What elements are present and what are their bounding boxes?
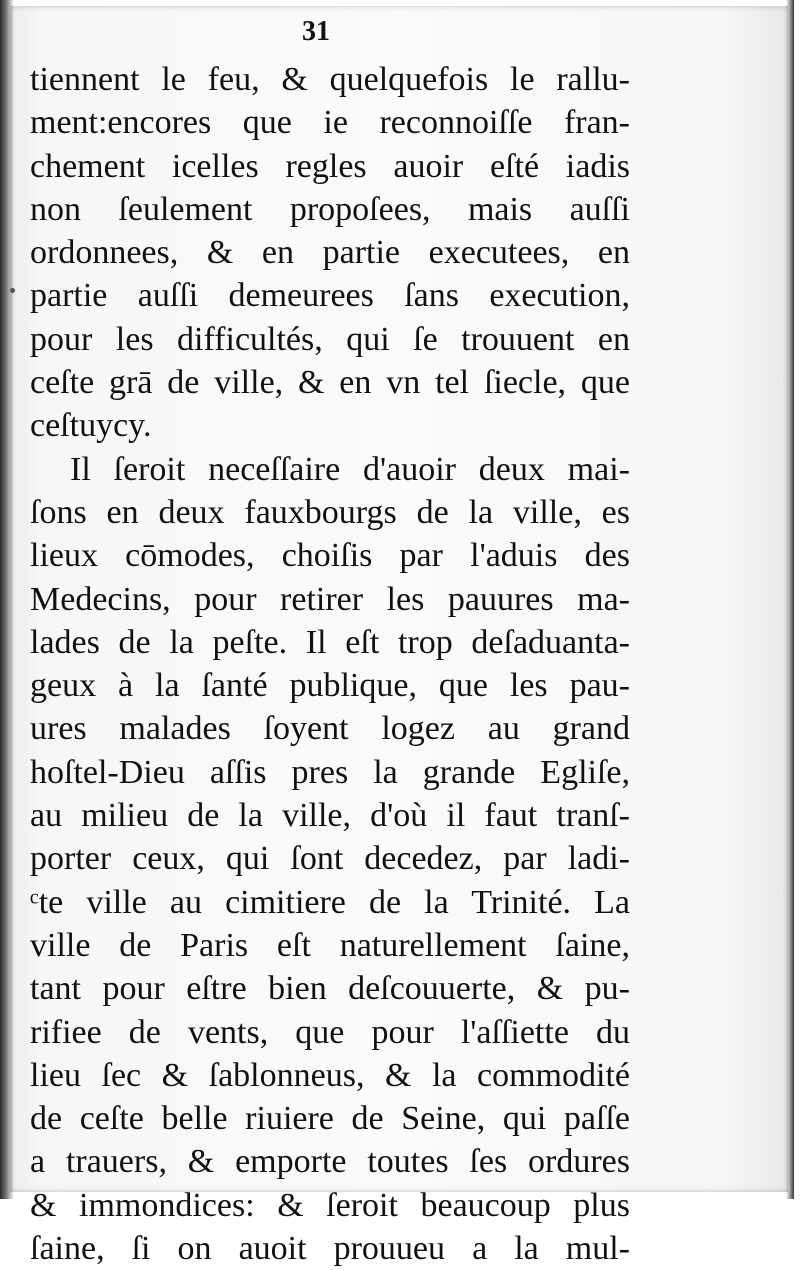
page-edge	[786, 0, 794, 1199]
text-line: partie auſſi demeurees ſans execution,	[30, 277, 630, 315]
body-text	[30, 58, 630, 1270]
text-line: a trauers, & emporte toutes ſes ordures	[30, 1143, 630, 1181]
page-number: 31	[302, 16, 330, 47]
text-line: rifiee de vents, que pour l'aſſiette du	[30, 1013, 630, 1051]
text-line: pour les difficultés, qui ſe trouuent en	[30, 320, 630, 358]
text-line: porter ceux, qui ſont decedez, par ladi-	[30, 840, 630, 878]
text-line: de ceſte belle riuiere de Seine, qui paſſe	[30, 1100, 630, 1138]
text-line: ceſte grā de ville, & en vn tel ſiecle, que	[30, 364, 630, 402]
text-line: ceſtuycy.	[30, 407, 152, 445]
text-line: ᶜte ville au cimitiere de la Trinité. La	[30, 883, 630, 921]
text-line: ſaine, ſi on auoit prouueu a la mul-	[30, 1230, 630, 1268]
text-line: geux à la ſanté publique, que les pau-	[30, 667, 630, 705]
text-line: & immondices: & ſeroit beaucoup plus	[30, 1186, 630, 1224]
text-line: tant pour eſtre bien deſcouuerte, & pu-	[30, 970, 630, 1008]
text-line: ures malades ſoyent logez au grand	[30, 710, 630, 748]
text-line: ſons en deux fauxbourgs de la ville, es	[30, 493, 630, 531]
text-line: chement icelles regles auoir eſté iadis	[30, 147, 630, 185]
text-line: Il ſeroit neceſſaire d'auoir deux mai-	[70, 450, 630, 488]
text-line: hoſtel-Dieu aſſis pres la grande Egliſe,	[30, 753, 630, 791]
text-line: lieux cōmodes, choiſis par l'aduis des	[30, 537, 630, 575]
text-line: lades de la peſte. Il eſt trop deſaduanta-	[30, 623, 630, 661]
text-line: tiennent le feu, & quelquefois le rallu-	[30, 61, 630, 98]
text-line: ment:encores que ie reconnoiſſe fran-	[30, 104, 630, 142]
ink-speck	[10, 288, 15, 293]
text-line: ville de Paris eſt naturellement ſaine,	[30, 926, 630, 964]
text-line: non ſeulement propoſees, mais auſſi	[30, 190, 630, 228]
spine-shadow	[0, 0, 14, 1199]
text-line: Medecins, pour retirer les pauures ma-	[30, 580, 630, 618]
text-line: lieu ſec & ſablonneus, & la commodité	[30, 1056, 630, 1094]
text-line: au milieu de la ville, d'où il faut tranſ-	[30, 797, 630, 835]
text-line: ordonnees, & en partie executees, en	[30, 234, 630, 272]
